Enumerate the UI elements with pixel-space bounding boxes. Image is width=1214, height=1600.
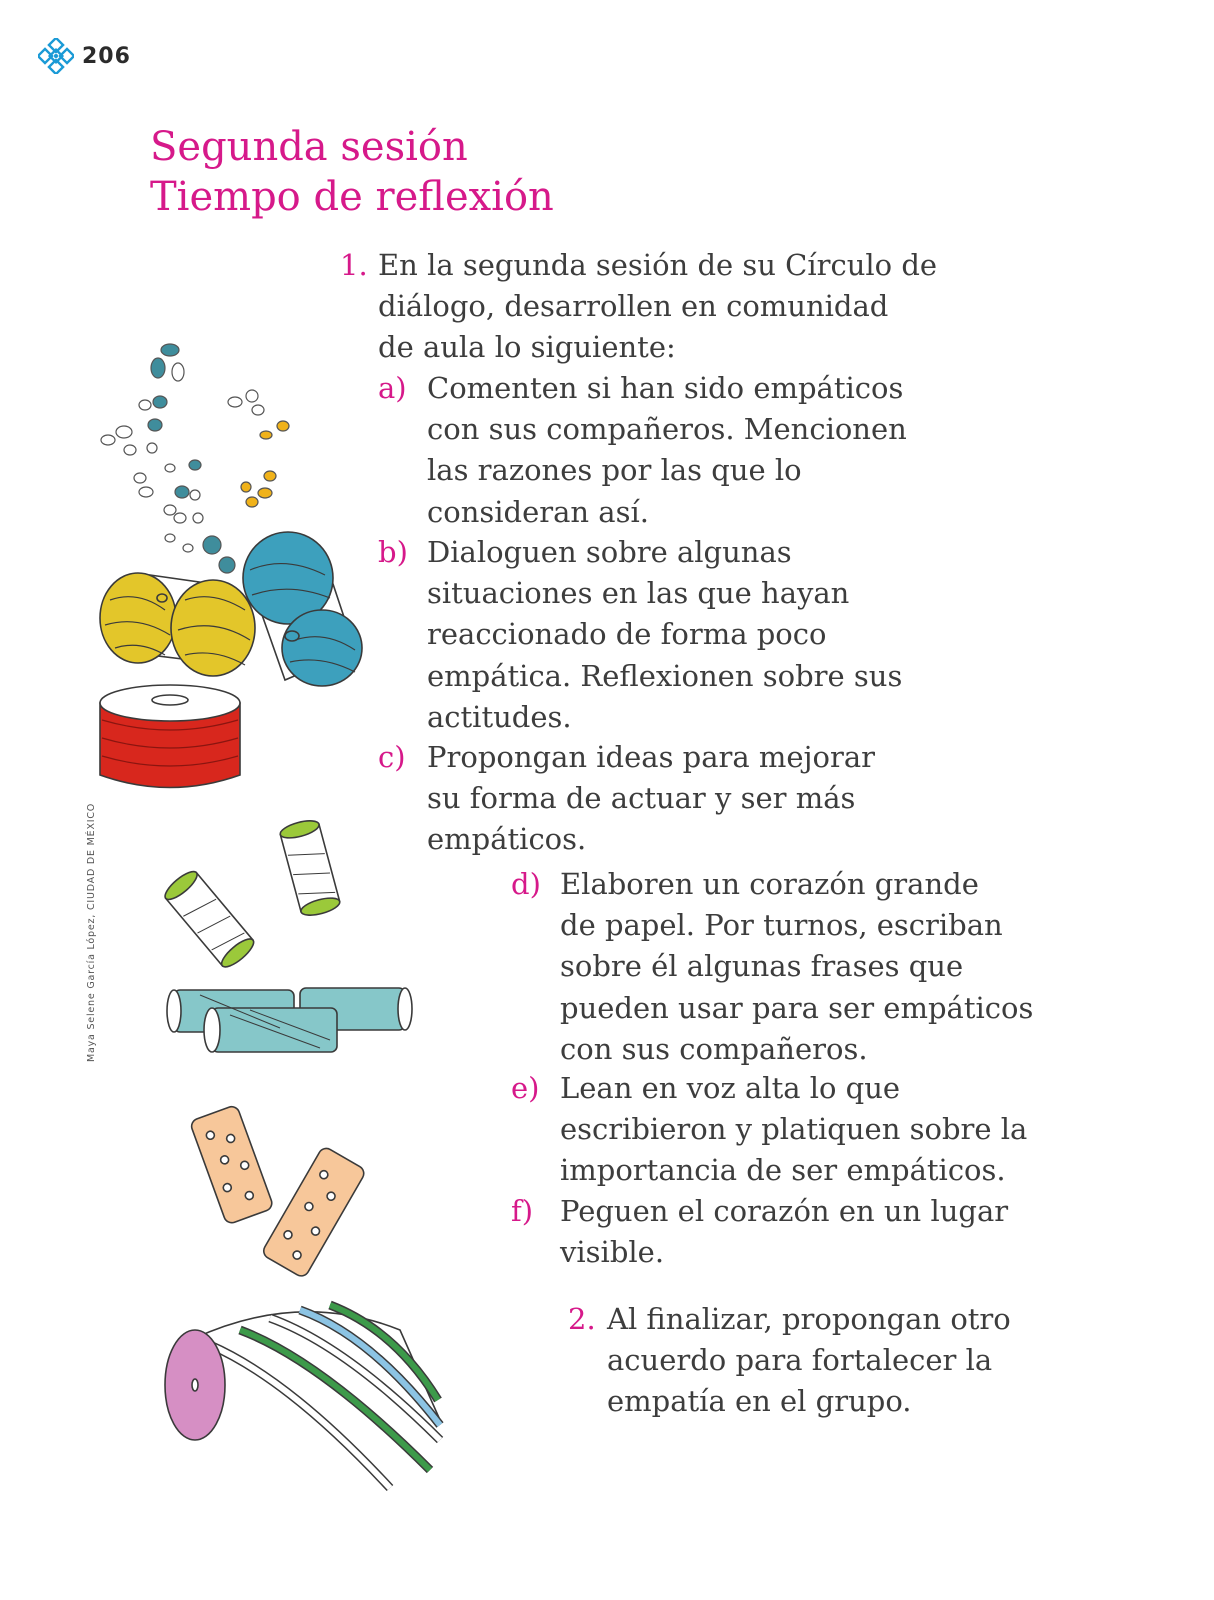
list-marker: 1. [340, 248, 368, 282]
list-marker: 2. [568, 1302, 596, 1336]
yellow-yarn-ball-illustration [100, 573, 255, 676]
activity-text: Elaboren un corazón grande de papel. Por turnos, escriban sobre él algunas frases que pueden usar para ser empáticos con sus compañeros. [560, 867, 1034, 1066]
activity-text: Al finalizar, propongan otro acuerdo para fortalecer la empatía en el grupo. [607, 1302, 1011, 1419]
activity-text: Peguen el corazón en un lugar visible. [560, 1194, 1009, 1270]
list-marker: e) [511, 1071, 540, 1105]
list-marker: f) [511, 1194, 534, 1228]
page-number: 206 [82, 43, 131, 69]
beads-illustration [101, 344, 289, 573]
activity-text: Dialoguen sobre algunas situaciones en las que hayan reaccionado de forma poco empática. Reflexionen sobre sus actitudes. [427, 535, 903, 734]
list-marker: d) [511, 867, 541, 901]
activity-text: En la segunda sesión de su Círculo de diálogo, desarrollen en comunidad de aula lo siguiente: [378, 248, 938, 365]
red-thread-spool-illustration [100, 685, 240, 788]
list-marker: b) [378, 535, 408, 569]
activity-text: Propongan ideas para mejorar su forma de actuar y ser más empáticos. [427, 740, 876, 857]
bead-tubes-illustration [189, 1104, 366, 1278]
teal-thread-spools-illustration [167, 988, 412, 1052]
list-marker: c) [378, 740, 406, 774]
activity-text: Lean en voz alta lo que escribieron y platiquen sobre la importancia de ser empáticos. [560, 1071, 1028, 1188]
list-marker: a) [378, 371, 407, 405]
illustration-credit: Maya Selene García López, CIUDAD DE MÉXICO [86, 802, 97, 1062]
activity-text: Comenten si han sido empáticos con sus compañeros. Mencionen las razones por las que lo consideran así. [427, 371, 907, 529]
ribbon-spool-illustration [165, 1305, 440, 1488]
session-title: Segunda sesión [150, 124, 468, 170]
blue-yarn-ball-illustration [243, 532, 362, 686]
white-thread-spools-illustration [161, 817, 341, 971]
session-subtitle: Tiempo de reflexión [150, 174, 554, 220]
